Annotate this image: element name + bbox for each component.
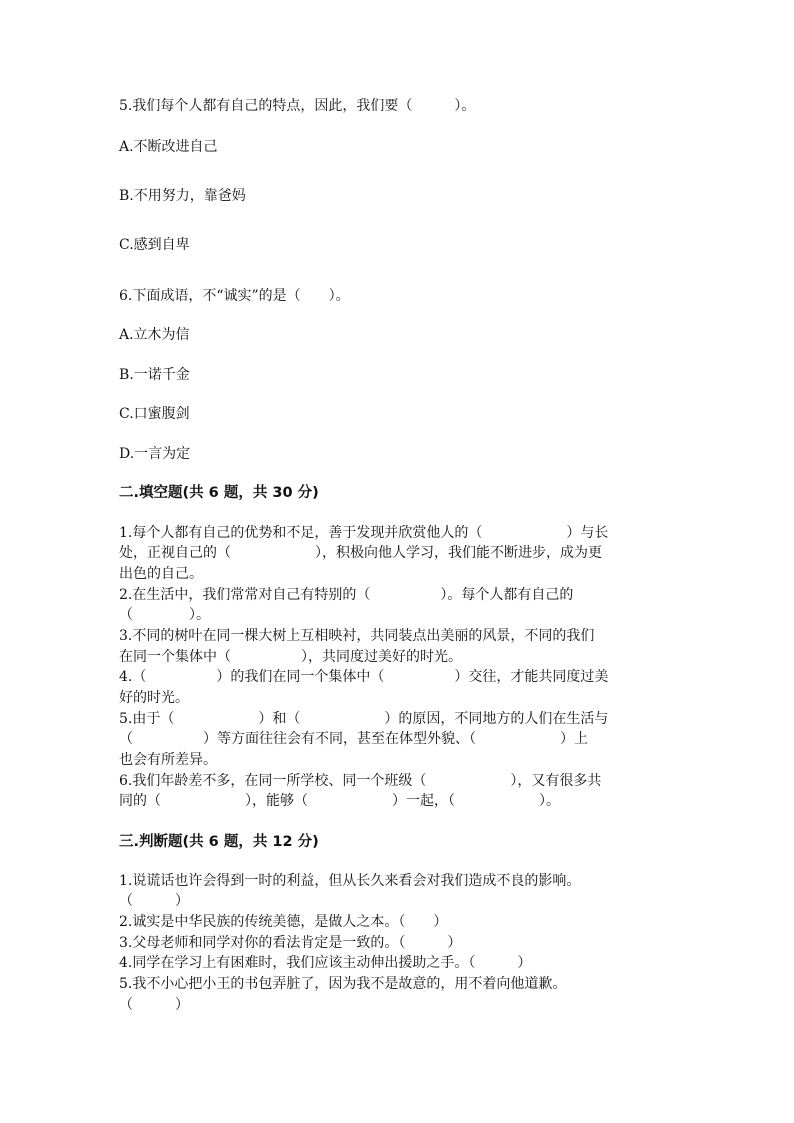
judge-line: 4.同学在学习上有困难时，我们应该主动伸出援助之手。（ ） [119,955,532,971]
fill-heading: 二.填空题(共 6 题，共 30 分) [119,485,319,501]
fill-line: 好的时光。 [119,690,189,706]
q6-option-d: D.一言为定 [119,446,191,462]
q6-option-a: A.立木为信 [119,327,190,343]
fill-line: 同的（ ），能够（ ）一起，（ ）。 [119,793,560,809]
fill-line: （ ）。 [119,607,210,623]
q6-stem: 6.下面成语，不“诚实”的是（ ）。 [119,288,350,304]
fill-line: 6.我们年龄差不多，在同一所学校、同一个班级（ ），又有很多共 [119,773,602,789]
judge-line: 5.我不小心把小王的书包弄脏了，因为我不是故意的，用不着向他道歉。 [119,976,567,992]
fill-line: 4.（ ）的我们在同一个集体中（ ）交往，才能共同度过美 [119,669,609,685]
q5-option-a: A.不断改进自己 [119,139,218,155]
fill-line: 也会有所差异。 [119,752,217,768]
q6-option-c: C.口蜜腹剑 [119,406,190,422]
fill-line: 2.在生活中，我们常常对自己有特别的（ ）。每个人都有自己的 [119,587,574,603]
judge-line: （ ） [119,997,189,1013]
judge-line: 3.父母老师和同学对你的看法肯定是一致的。（ ） [119,935,462,951]
fill-line: （ ）等方面往往会有不同，甚至在体型外貌、（ ）上 [119,731,588,747]
q5-option-b: B.不用努力，靠爸妈 [119,188,246,204]
q6-option-b: B.一诺千金 [119,367,190,383]
judge-line: 2.诚实是中华民族的传统美德，是做人之本。（ ） [119,914,448,930]
judge-line: （ ） [119,893,189,909]
fill-line: 5.由于（ ）和（ ）的原因，不同地方的人们在生活与 [119,711,609,727]
fill-line: 处，正视自己的（ ），积极向他人学习，我们能不断进步，成为更 [119,545,602,561]
q5-stem: 5.我们每个人都有自己的特点，因此，我们要（ ）。 [119,98,476,114]
q5-option-c: C.感到自卑 [119,237,190,253]
fill-line: 1.每个人都有自己的优势和不足，善于发现并欣赏他人的（ ）与长 [119,525,609,541]
judge-heading: 三.判断题(共 6 题，共 12 分) [119,834,319,850]
fill-line: 在同一个集体中（ ），共同度过美好的时光。 [119,649,462,665]
judge-line: 1.说谎话也许会得到一时的利益，但从长久来看会对我们造成不良的影响。 [119,873,581,889]
fill-line: 出色的自己。 [119,566,203,582]
fill-line: 3.不同的树叶在同一棵大树上互相映衬，共同装点出美丽的风景，不同的我们 [119,628,595,644]
